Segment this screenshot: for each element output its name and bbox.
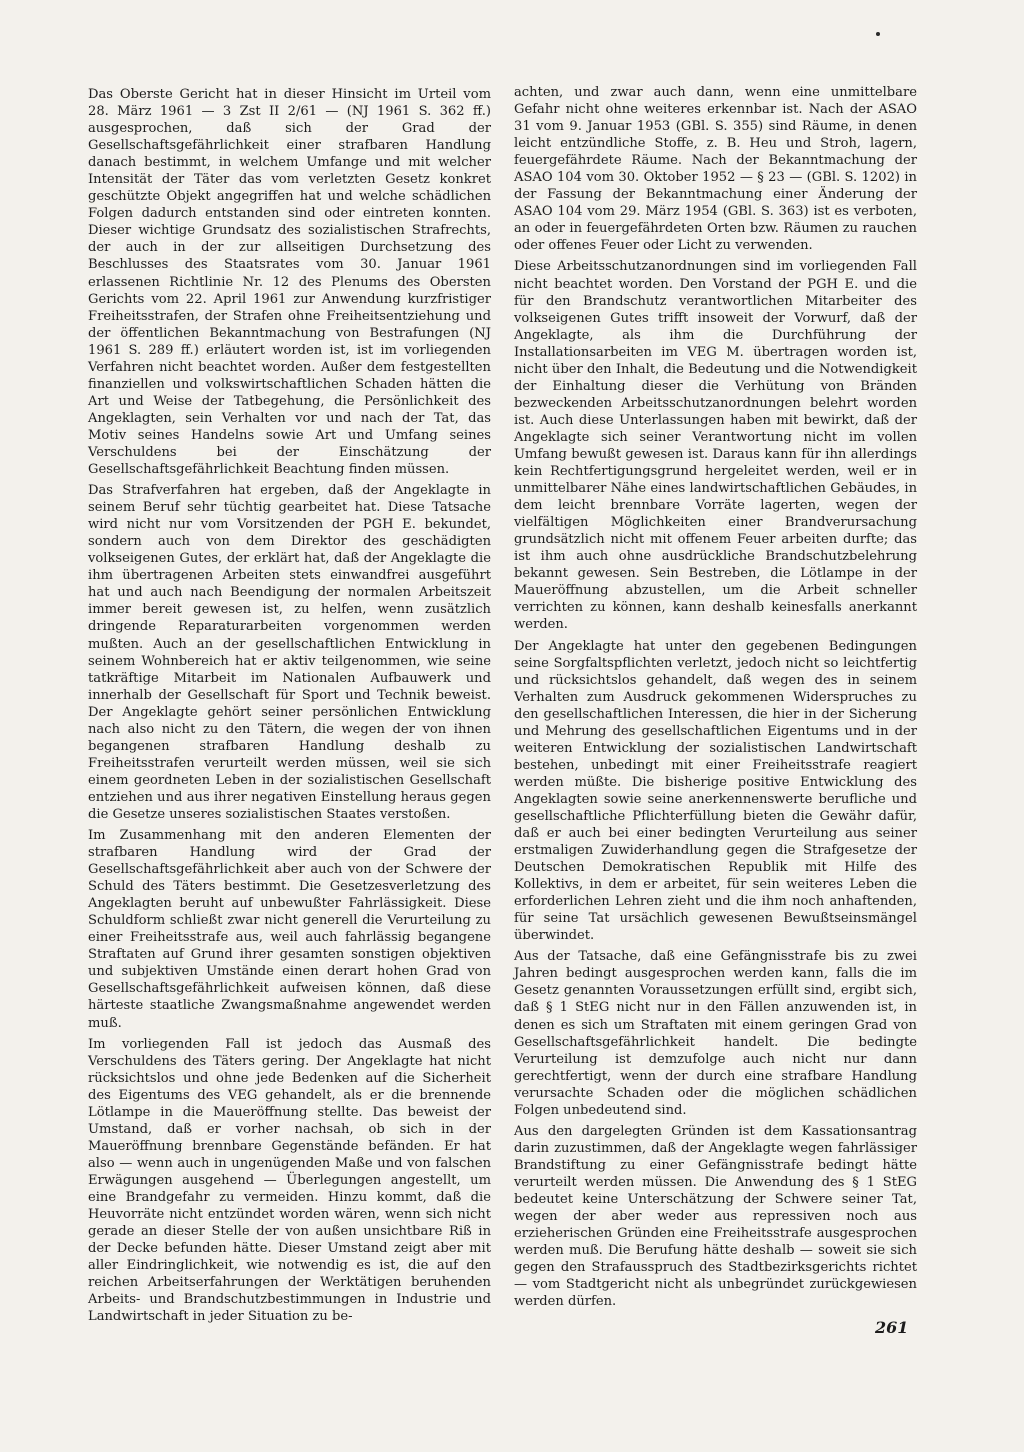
paragraph: Das Oberste Gericht hat in dieser Hinsicht im Urteil vom 28. März 1961 — 3 Zst II 2/61 — (NJ 1961 S. 362 ff.) ausgesprochen, daß sich der Grad der Gesellschaftsgefährlichkeit einer strafbaren Handlung danach bestimmt, in welchem Umfange und mit welcher Intensität der Täter das vom verletzten Gesetz konkret geschützte Objekt angegriffen hat und welche schädlichen Folgen dadurch entstanden sind oder eintreten konnten. Dieser wichtige Grundsatz des sozialistischen Strafrechts, der auch in der zur allseitigen Durchsetzung des Beschlusses des Staatsrates vom 30. Januar 1961 erlassenen Richtlinie Nr. 12 des Plenums des Obersten Gerichts vom 22. April 1961 zur Anwendung kurzfristiger Freiheitsstrafen, der Strafen ohne Freiheitsentziehung und der öffentlichen Bekanntmachung von Bestrafungen (NJ 1961 S. 289 ff.) erläutert worden ist, ist im vorliegenden Verfahren nicht beachtet worden. Außer dem festgestellten finanziellen und volkswirtschaftlichen Schaden hätten die Art und Weise der Tatbegehung, die Persönlichkeit des Angeklagten, sein Verhalten vor und nach der Tat, das Motiv seines Handelns sowie Art und Umfang seines Verschuldens bei der Einschätzung der Gesellschaftsgefährlichkeit Beachtung finden müssen. [88,87,491,478]
paragraph: Diese Arbeitsschutzanordnungen sind im vorliegenden Fall nicht beachtet worden. Den Vorstand der PGH E. und die für den Brandschutz verantwortlichen Mitarbeiter des volkseigenen Gutes trifft insoweit der Vorwurf, daß der Angeklagte, als ihm die Durchführung der Installationsarbeiten im VEG M. übertragen worden ist, nicht über den Inhalt, die Bedeutung und die Notwendigkeit der Einhaltung dieser die Verhütung von Bränden bezweckenden Arbeitsschutzanordnungen belehrt worden ist. Auch diese Unterlassungen haben mit bewirkt, daß der Angeklagte sich seiner Verantwortung nicht im vollen Umfang bewußt gewesen ist. Daraus kann für ihn allerdings kein Rechtfertigungsgrund hergeleitet werden, weil er in unmittelbarer Nähe eines landwirtschaftlichen Gebäudes, in dem leicht brennbare Vorräte lagerten, wegen der vielfältigen Möglichkeiten einer Brandverursachung grundsätzlich nicht mit offenem Feuer arbeiten durfte; das ist ihm auch ohne ausdrückliche Brandschutzbelehrung bekannt gewesen. Sein Bestreben, die Lötlampe in der Maueröffnung abzustellen, um die Arbeit schneller verrichten zu können, kann deshalb keinesfalls anerkannt werden. [514,259,917,633]
paragraph: Im Zusammenhang mit den anderen Elementen der strafbaren Handlung wird der Grad der Gesellschaftsgefährlichkeit aber auch von der Schwere der Schuld des Täters bestimmt. Die Gesetzesverletzung des Angeklagten beruht auf unbewußter Fahrlässigkeit. Diese Schuldform schließt zwar nicht generell die Verurteilung zu einer Freiheitsstrafe aus, weil auch fahrlässig begangene Straftaten auf Grund ihrer gesamten sonstigen objektiven und subjektiven Umstände einen derart hohen Grad von Gesellschaftsgefährlichkeit aufweisen können, daß diese härteste staatliche Zwangsmaßnahme angewendet werden muß. [88,828,491,1031]
paragraph: Das Strafverfahren hat ergeben, daß der Angeklagte in seinem Beruf sehr tüchtig gearbeitet hat. Diese Tatsache wird nicht nur vom Vorsitzenden der PGH E. bekundet, sondern auch von dem Direktor des geschädigten volkseigenen Gutes, der erklärt hat, daß der Angeklagte die ihm übertragenen Arbeiten stets einwandfrei ausgeführt hat und auch nach Beendigung der normalen Arbeitszeit immer bereit gewesen ist, zu helfen, wenn zusätzlich dringende Reparaturarbeiten vorgenommen werden mußten. Auch an der gesellschaftlichen Entwicklung in seinem Wohnbereich hat er aktiv teilgenommen, wie seine tatkräftige Mitarbeit im Nationalen Aufbauwerk und innerhalb der Gesellschaft für Sport und Technik beweist. Der Angeklagte gehört seiner persönlichen Entwicklung nach also nicht zu den Tätern, die wegen der von ihnen begangenen strafbaren Handlung deshalb zu Freiheitsstrafen verurteilt werden müssen, weil sie sich einem geordneten Leben in der sozialistischen Gesellschaft entziehen und aus ihrer negativen Einstellung heraus gegen die Gesetze unseres sozialistischen Staates verstoßen. [88,483,491,822]
left-text-column [88,86,491,1329]
paragraph: Aus der Tatsache, daß eine Gefängnisstrafe bis zu zwei Jahren bedingt ausgesprochen werden kann, falls die im Gesetz genannten Voraussetzungen erfüllt sind, ergibt sich, daß § 1 StEG nicht nur in den Fällen anzuwenden ist, in denen es sich um Straftaten mit einem geringen Grad von Gesellschaftsgefährlichkeit handelt. Die bedingte Verurteilung ist demzufolge auch nicht nur dann gerechtfertigt, wenn der durch eine strafbare Handlung verursachte Schaden oder die möglichen schädlichen Folgen unbedeutend sind. [514,949,917,1118]
paragraph: Im vorliegenden Fall ist jedoch das Ausmaß des Verschuldens des Täters gering. Der Angeklagte hat nicht rücksichtslos und ohne jede Bedenken auf die Sicherheit des Eigentums des VEG gehandelt, als er die brennende Lötlampe in die Maueröffnung stellte. Das beweist der Umstand, daß er vorher nachsah, ob sich in der Maueröffnung brennbare Gegenstände befänden. Er hat also — wenn auch in ungenügenden Maße und von falschen Erwägungen ausgehend — Überlegungen angestellt, um eine Brandgefahr zu vermeiden. Hinzu kommt, daß die Heuvorräte nicht entzündet worden wären, wenn sich nicht gerade an dieser Stelle der von außen unsichtbare Riß in der Decke befunden hätte. Dieser Umstand zeigt aber mit aller Eindringlichkeit, wie notwendig es ist, die auf den reichen Arbeitserfahrungen der Werktätigen beruhenden Arbeits- und Brandschutzbestimmungen in Industrie und Landwirtschaft in jeder Situation zu be- [88,1036,491,1325]
paragraph: Der Angeklagte hat unter den gegebenen Bedingungen seine Sorgfaltspflichten verletzt, jedoch nicht so leichtfertig und rücksichtslos gehandelt, daß wegen des in seinem Verhalten zum Ausdruck gekommenen Widerspruches zu den gesellschaftlichen Interessen, die hier in der Sicherung und Mehrung des gesellschaftlichen Eigentums und in der weiteren Entwicklung der sozialistischen Landwirtschaft bestehen, unbedingt mit einer Freiheitsstrafe reagiert werden müßte. Die bisherige positive Entwicklung des Angeklagten sowie seine anerkennenswerte berufliche und gesellschaftliche Pflichterfüllung bieten die Gewähr dafür, daß er auch bei einer bedingten Verurteilung aus seiner erstmaligen Zuwiderhandlung gegen die Strafgesetze der Deutschen Demokratischen Republik mit Hilfe des Kollektivs, in dem er arbeitet, für sein weiteres Leben die erforderlichen Lehren zieht und die ihm noch anhaftenden, für seine Tat ursächlich gewesenen Bewußtseinsmängel überwindet. [514,638,917,944]
page-number: 261 [875,1318,909,1337]
paragraph: Aus den dargelegten Gründen ist dem Kassationsantrag darin zuzustimmen, daß der Angeklagte wegen fahrlässiger Brandstiftung zu einer Gefängnisstrafe bedingt hätte verurteilt werden müssen. Die Anwendung des § 1 StEG bedeutet keine Unterschätzung der Schwere seiner Tat, wegen der aber weder aus repressiven noch aus erzieherischen Gründen eine Freiheitsstrafe ausgesprochen werden muß. Die Berufung hätte deshalb — soweit sie sich gegen den Strafausspruch des Stadtbezirksgerichts richtet — vom Stadtgericht nicht als unbegründet zurückgewiesen werden dürfen. [514,1123,917,1310]
right-text-column [514,84,917,1314]
paragraph: achten, und zwar auch dann, wenn eine unmittelbare Gefahr nicht ohne weiteres erkennbar ist. Nach der ASAO 31 vom 9. Januar 1953 (GBl. S. 355) sind Räume, in denen leicht entzündliche Stoffe, z. B. Heu und Stroh, lagern, feuergefährdete Räume. Nach der Bekanntmachung der ASAO 104 vom 30. Oktober 1952 — § 23 — (GBl. S. 1202) in der Fassung der Bekanntmachung einer Änderung der ASAO 104 vom 29. März 1954 (GBl. S. 363) ist es verboten, an oder in feuergefährdeten Orten bzw. Räumen zu rauchen oder offenes Feuer oder Licht zu verwenden. [514,85,917,254]
ink-speck [876,32,880,36]
